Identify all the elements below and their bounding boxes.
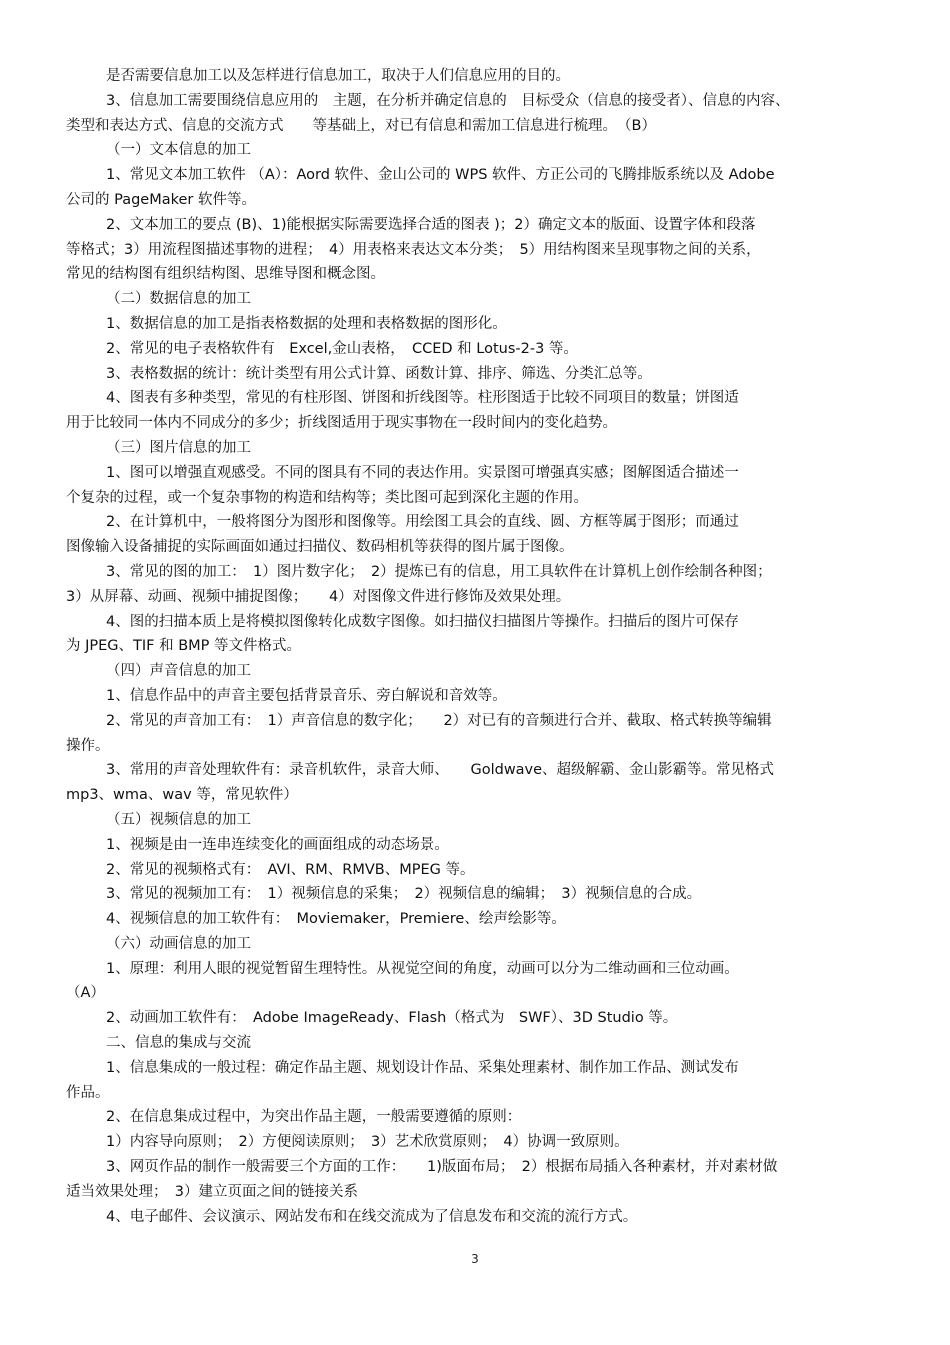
text-line: 是否需要信息加工以及怎样进行信息加工，取决于人们信息应用的目的。: [106, 68, 570, 84]
text-line: 1）内容导向原则； 2）方便阅读原则； 3）艺术欣赏原则； 4）协调一致原则。: [106, 1134, 629, 1151]
section-heading: （二）数据信息的加工: [106, 291, 251, 308]
text-line: 4、电子邮件、会议演示、网站发布和在线交流成为了信息发布和交流的流行方式。: [106, 1208, 638, 1225]
text-line: 适当效果处理； 3）建立页面之间的链接关系: [66, 1183, 358, 1200]
text-line: 3、表格数据的统计：统计类型有用公式计算、函数计算、排序、筛选、分类汇总等。: [106, 365, 652, 382]
text-line: 1、视频是由一连串连续变化的画面组成的动态场景。: [106, 836, 449, 853]
section-heading: （三）图片信息的加工: [106, 439, 251, 456]
text-line: 1、常见文本加工软件 （A）：Aord 软件、金山公司的 WPS 软件、方正公司的飞腾排版系统以及 Adobe: [106, 167, 775, 184]
text-line: 4、视频信息的加工软件有： Moviemaker，Premiere、绘声绘影等。: [106, 911, 566, 928]
text-line: 3、常见的图的加工： 1）图片数字化； 2）提炼已有的信息，用工具软件在计算机上创作绘制各种图；: [106, 563, 772, 580]
text-line: 2、动画加工软件有： Adobe ImageReady、Flash（格式为 SWF）、3D Studio 等。: [106, 1010, 678, 1027]
text-line: 为 JPEG、TIF 和 BMP 等文件格式。: [66, 638, 302, 655]
text-line: 3、网页作品的制作一般需要三个方面的工作： 1)版面布局； 2）根据布局插入各种素材，并对素材做: [106, 1159, 778, 1176]
text-line: 1、信息集成的一般过程：确定作品主题、规划设计作品、采集处理素材、制作加工作品、测试发布: [106, 1059, 739, 1076]
text-line: 1、信息作品中的声音主要包括背景音乐、旁白解说和音效等。: [106, 687, 507, 704]
text-line: 1、图可以增强直观感受。不同的图具有不同的表达作用。实景图可增强真实感；图解图适合描述一: [106, 464, 739, 481]
text-line: 2、在计算机中，一般将图分为图形和图像等。用绘图工具会的直线、圆、方框等属于图形；而通过: [106, 514, 739, 531]
text-line: 3、信息加工需要围绕信息应用的 主题，在分析并确定信息的 目标受众（信息的接受者）、信息的内容、: [106, 92, 790, 109]
text-line: 用于比较同一体内不同成分的多少；折线图适用于现实事物在一段时间内的变化趋势。: [66, 415, 617, 432]
text-line: 常见的结构图有组织结构图、思维导图和概念图。: [66, 266, 385, 283]
text-line: 2、在信息集成过程中，为突出作品主题，一般需要遵循的原则：: [106, 1109, 522, 1126]
text-line: 3、常用的声音处理软件有：录音机软件，录音大师、 Goldwave、超级解霸、金山影霸等。常见格式: [106, 762, 775, 779]
text-line: 2、常见的电子表格软件有 Excel,金山表格， CCED 和 Lotus-2-3 等。: [106, 340, 578, 357]
section-heading: （一）文本信息的加工: [106, 142, 251, 159]
text-line: 4、图表有多种类型，常见的有柱形图、饼图和折线图等。柱形图适于比较不同项目的数量；饼图适: [106, 390, 739, 407]
text-line: 个复杂的过程，或一个复杂事物的构造和结构等；类比图可起到深化主题的作用。: [66, 489, 588, 506]
text-line: 图像输入设备捕捉的实际画面如通过扫描仪、数码相机等获得的图片属于图像。: [66, 539, 574, 556]
text-line: 2、常见的视频格式有： AVI、RM、RMVB、MPEG 等。: [106, 861, 475, 878]
section-heading: （六）动画信息的加工: [106, 935, 251, 952]
text-line: mp3、wma、wav 等，常见软件）: [66, 787, 298, 804]
document-body: [66, 64, 881, 1229]
section-heading: 二、信息的集成与交流: [106, 1035, 251, 1052]
text-line: 3）从屏幕、动画、视频中捕捉图像； 4）对图像文件进行修饰及效果处理。: [66, 588, 571, 605]
text-line: 操作。: [66, 737, 110, 754]
section-heading: （四）声音信息的加工: [106, 663, 251, 680]
text-line: 2、常见的声音加工有： 1）声音信息的数字化； 2）对已有的音频进行合并、截取、格式转换等编辑: [106, 712, 772, 729]
page-number: 3: [471, 1252, 479, 1266]
text-line: 1、原理：利用人眼的视觉暂留生理特性。从视觉空间的角度，动画可以分为二维动画和三位动画。: [106, 960, 739, 977]
text-line: 公司的 PageMaker 软件等。: [66, 191, 256, 208]
text-line: 3、常见的视频加工有： 1）视频信息的采集； 2）视频信息的编辑； 3）视频信息的合成。: [106, 886, 702, 903]
text-line: 等格式；3）用流程图描述事物的进程； 4）用表格来表达文本分类； 5）用结构图来呈现事物之间的关系，: [66, 241, 761, 258]
text-line: 4、图的扫描本质上是将模拟图像转化成数字图像。如扫描仪扫描图片等操作。扫描后的图片可保存: [106, 613, 739, 630]
text-line: 2、文本加工的要点 (B)、1)能根据实际需要选择合适的图表 )；2）确定文本的版面、设置字体和段落: [106, 216, 756, 233]
text-line: （A）: [66, 985, 105, 1002]
section-heading: （五）视频信息的加工: [106, 811, 251, 828]
text-line: 作品。: [66, 1084, 110, 1101]
text-line: 1、数据信息的加工是指表格数据的处理和表格数据的图形化。: [106, 315, 507, 332]
text-line: 类型和表达方式、信息的交流方式 等基础上，对已有信息和需加工信息进行梳理。 （B）: [66, 117, 656, 134]
